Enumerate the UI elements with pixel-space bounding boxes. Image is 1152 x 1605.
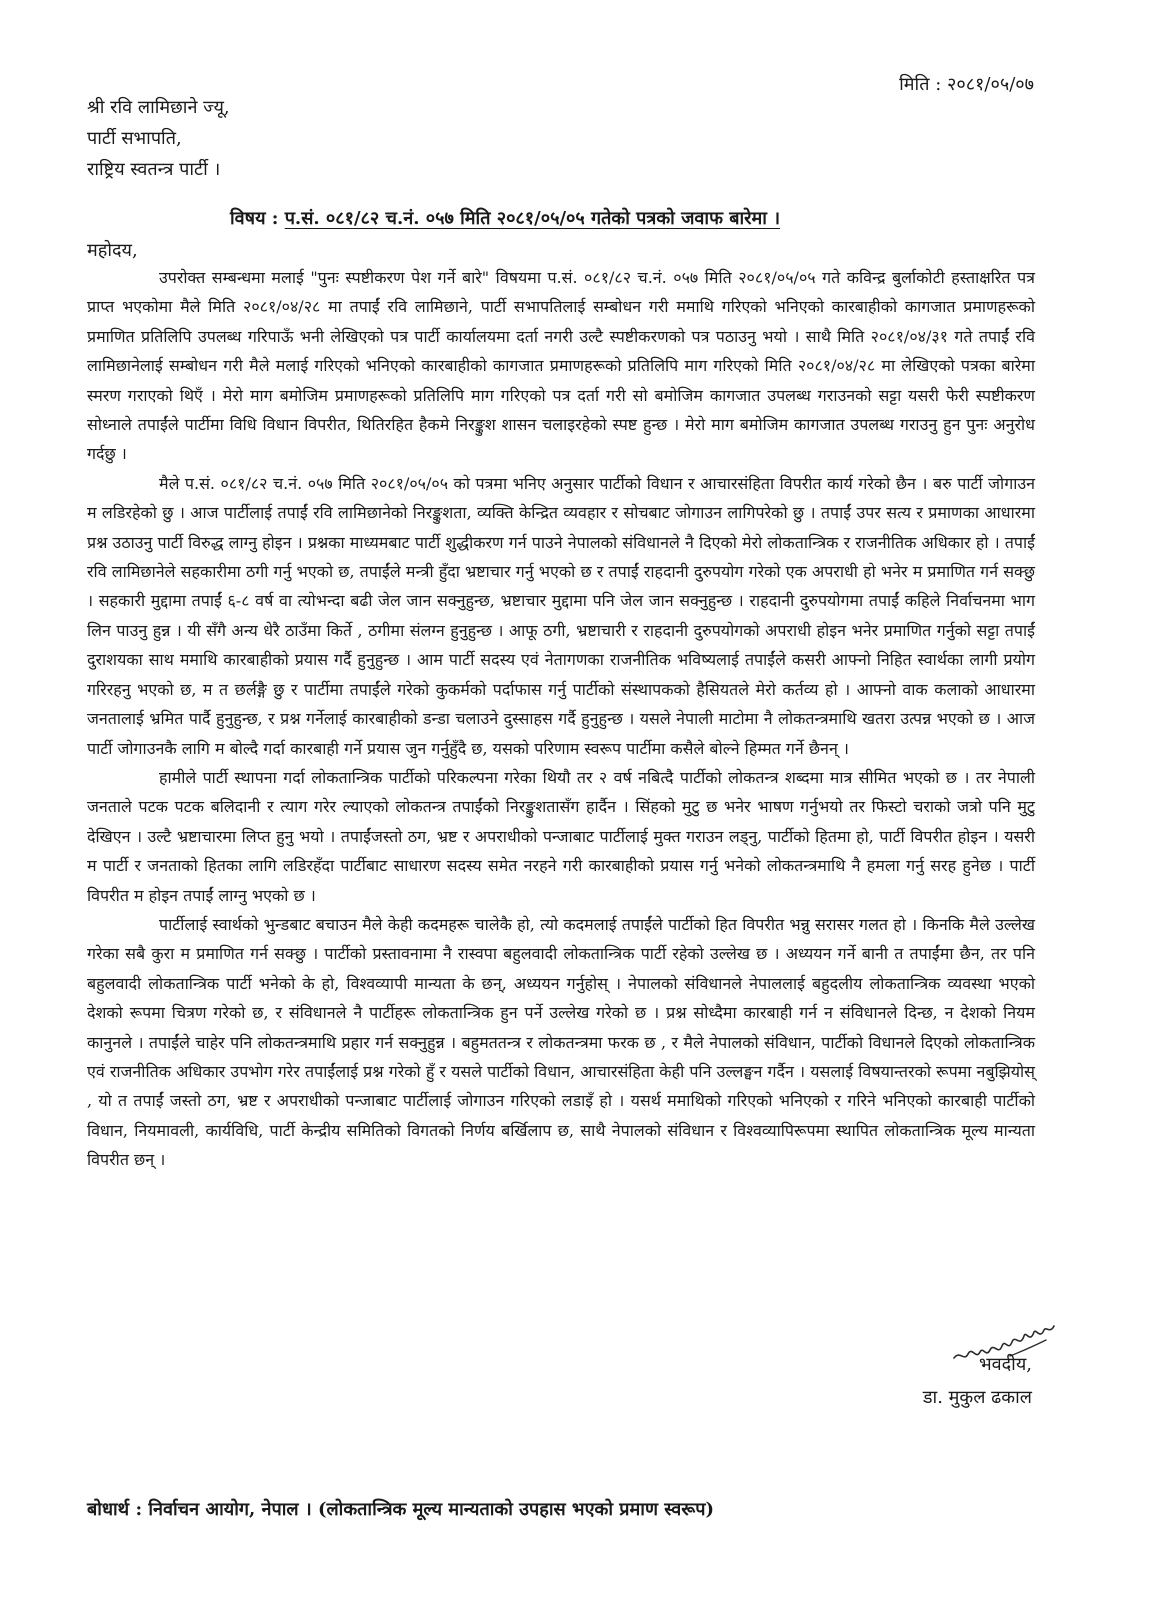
copy-to-note: बोधार्थ : निर्वाचन आयोग, नेपाल । (लोकतान्त्रिक मूल्य मान्यताको उपहास भएको प्रमाण स्वरूप) bbox=[87, 1499, 714, 1520]
body-paragraph-4: पार्टीलाई स्वार्थको भुन्डबाट बचाउन मैले केही कदमहरू चालेकै हो, त्यो कदमलाई तपाईंले पार्टीको हित विपरीत भन्नु सरासर गलत हो । किनकि मैले उल्लेख गरेका सबै कुरा म प्रमाणित गर्न सक्छु । पार्टीको प्रस्तावनामा नै रास्वपा बहुलवादी लोकतान्त्रिक पार्टी रहेको उल्लेख छ । अध्ययन गर्ने बानी त तपाईंमा छैन, तर पनि बहुलवादी लोकतान्त्रिक पार्टी भनेको के हो, विश्वव्यापी मान्यता के छन्, अध्ययन गर्नुहोस् । नेपालको संविधानले नेपाललाई बहुदलीय लोकतान्त्रिक व्यवस्था भएको देशको रूपमा चित्रण गरेको छ, र संविधानले नै पार्टीहरू लोकतान्त्रिक हुन पर्ने उल्लेख गरेको छ । प्रश्न सोध्दैमा कारबाही गर्न न संविधानले दिन्छ, न देशको नियम कानुनले । तपाईंले चाहेर पनि लोकतन्त्रमाथि प्रहार गर्न सक्नुहुन्न । बहुमततन्त्र र लोकतन्त्रमा फरक छ , र मैले नेपालको संविधान, पार्टीको विधानले दिएको लोकतान्त्रिक एवं राजनीतिक अधिकार उपभोग गरेर तपाईंलाई प्रश्न गरेको हुँ र यसले पार्टीको विधान, आचारसंहिता केही पनि उल्लङ्घन गर्दैन । यसलाई विषयान्तरको रूपमा नबुझियोस् , यो त तपाईं जस्तो ठग, भ्रष्ट र अपराधीको पन्जाबाट पार्टीलाई जोगाउन गरिएको लडाइँ हो । यसर्थ ममाथिको गरिएको भनिएको र गरिने भनिएको कारबाही पार्टीको विधान, नियमावली, कार्यविधि, पार्टी केन्द्रीय समितिको विगतको निर्णय बर्खिलाप छ, साथै नेपालको संविधान र विश्वव्यापिरूपमा स्थापित लोकतान्त्रिक मूल्य मान्यता विपरीत छन् । bbox=[87, 914, 1035, 1170]
subject-label: विषय : bbox=[230, 208, 285, 229]
body-paragraph-3: हामीले पार्टी स्थापना गर्दा लोकतान्त्रिक पार्टीको परिकल्पना गरेका थियौ तर २ वर्ष नबित्दै पार्टीको लोकतन्त्र शब्दमा मात्र सीमित भएको छ । तर नेपाली जनताले पटक पटक बलिदानी र त्याग गरेर ल्याएको लोकतन्त्र तपाईंको निरङ्कुशतासँग हार्दैन । सिंहको मुटु छ भनेर भाषण गर्नुभयो तर फिस्टो चराको जत्रो पनि मुटु देखिएन । उल्टै भ्रष्टाचारमा लिप्त हुनु भयो । तपाईंजस्तो ठग, भ्रष्ट र अपराधीको पन्जाबाट पार्टीलाई मुक्त गराउन लड्नु, पार्टीको हितमा हो, पार्टी विपरीत होइन । यसरी म पार्टी र जनताको हितका लागि लडिरहँदा पार्टीबाट साधारण सदस्य समेत नरहने गरी कारबाहीको प्रयास गर्नु भनेको लोकतन्त्रमाथि नै हमला गर्नु सरह हुनेछ । पार्टी विपरीत म होइन तपाईं लाग्नु भएको छ । bbox=[87, 767, 1035, 905]
closing-regards: भवदीय, bbox=[978, 1354, 1032, 1375]
body-paragraph-1: उपरोक्त सम्बन्धमा मलाई "पुनः स्पष्टीकरण पेश गर्ने बारे" विषयमा प.सं. ०८१/८२ च.नं. ०५७ मिति २०८१/०५/०५ गते कविन्द्र बुर्लाकोटी हस्ताक्षरित पत्र प्राप्त भएकोमा मैले मिति २०८१/०४/२८ मा तपाईं रवि लामिछाने, पार्टी सभापतिलाई सम्बोधन गरी ममाथि गरिएको भनिएको कारबाहीको कागजात प्रमाणहरूको प्रमाणित प्रतिलिपि उपलब्ध गरिपाऊँ भनी लेखिएको पत्र पार्टी कार्यालयमा दर्ता नगरी उल्टै स्पष्टीकरणको पत्र पठाउनु भयो । साथै मिति २०८१/०४/३१ गते तपाईं रवि लामिछानेलाई सम्बोधन गरी मैले मलाई गरिएको भनिएको कारबाहीको कागजात प्रमाणहरूको प्रतिलिपि माग गरिएको मिति २०८१/०४/२८ मा लेखिएको पत्रका बारेमा स्मरण गराएको थिएँ । मेरो माग बमोजिम प्रमाणहरूको प्रतिलिपि माग गरिएको पत्र दर्ता गरी सो बमोजिम कागजात उपलब्ध गराउनको सट्टा यसरी फेरी स्पष्टीकरण सोध्नाले तपाईंले पार्टीमा विधि विधान विपरीत, थितिरहित हैकमे निरङ्कुश शासन चलाइरहेको स्पष्ट हुन्छ । मेरो माग बमोजिम कागजात उपलब्ध गराउनु हुन पुनः अनुरोध गर्दछु । bbox=[87, 268, 1035, 464]
recipient-name: श्री रवि लामिछाने ज्यू, bbox=[87, 97, 230, 118]
recipient-block bbox=[87, 92, 230, 185]
recipient-organization: राष्ट्रिय स्वतन्त्र पार्टी । bbox=[87, 159, 221, 180]
subject-line bbox=[230, 206, 780, 230]
subject-text: प.सं. ०८१/८२ च.नं. ०५७ मिति २०८१/०५/०५ गतेको पत्रको जवाफ बारेमा । bbox=[284, 208, 781, 229]
recipient-title: पार्टी सभापति, bbox=[87, 128, 182, 149]
body-paragraph-2: मैले प.सं. ०८१/८२ च.नं. ०५७ मिति २०८१/०५/०५ को पत्रमा भनिए अनुसार पार्टीको विधान र आचारसंहिता विपरीत कार्य गरेको छैन । बरु पार्टी जोगाउन म लडिरहेको छु । आज पार्टीलाई तपाईं रवि लामिछानेको निरङ्कुशता, व्यक्ति केन्द्रित व्यवहार र सोचबाट जोगाउन लागिपरेको छु । तपाईं उपर सत्य र प्रमाणका आधारमा प्रश्न उठाउनु पार्टी विरुद्ध लाग्नु होइन । प्रश्नका माध्यमबाट पार्टी शुद्धीकरण गर्न पाउने नेपालको संविधानले नै दिएको मेरो लोकतान्त्रिक र राजनीतिक अधिकार हो । तपाईं रवि लामिछानेले सहकारीमा ठगी गर्नु भएको छ, तपाईंले मन्त्री हुँदा भ्रष्टाचार गर्नु भएको छ र तपाईं राहदानी दुरुपयोग गरेको एक अपराधी हो भनेर म प्रमाणित गर्न सक्छु । सहकारी मुद्दामा तपाईं ६-८ वर्ष वा त्योभन्दा बढी जेल जान सक्नुहुन्छ, भ्रष्टाचार मुद्दामा पनि जेल जान सक्नुहुन्छ । राहदानी दुरुपयोगमा तपाईं कहिले निर्वाचनमा भाग लिन पाउनु हुन्न । यी सँगै अन्य धेरै ठाउँमा किर्ते , ठगीमा संलग्न हुनुहुन्छ । आफू ठगी, भ्रष्टाचारी र राहदानी दुरुपयोगको अपराधी होइन भनेर प्रमाणित गर्नुको सट्टा तपाईं दुराशयका साथ ममाथि कारबाहीको प्रयास गर्दै हुनुहुन्छ । आम पार्टी सदस्य एवं नेतागणका राजनीतिक भविष्यलाई तपाईंले कसरी आफ्नो निहित स्वार्थका लागी प्रयोग गरिरहनु भएको छ, म त छर्लङ्गै छु र पार्टीमा तपाईंले गरेको कुकर्मको पर्दाफास गर्नु पार्टीको संस्थापकको हैसियतले मेरो कर्तव्य हो । आफ्नो वाक कलाको आधारमा जनतालाई भ्रमित पार्दै हुनुहुन्छ, र प्रश्न गर्नेलाई कारबाहीको डन्डा चलाउने दुस्साहस गर्दै हुनुहुन्छ । यसले नेपाली माटोमा नै लोकतन्त्रमाथि खतरा उत्पन्न भएको छ । आज पार्टी जोगाउनकै लागि म बोल्दै गर्दा कारबाही गर्ने प्रयास जुन गर्नुहुँदै छ, यसको परिणाम स्वरूप पार्टीमा कसैले बोल्ने हिम्मत गर्ने छैनन् । bbox=[87, 473, 1035, 758]
sender-name: डा. मुकुल ढकाल bbox=[922, 1387, 1032, 1408]
letter-body bbox=[87, 263, 1035, 1175]
salutation: महोदय, bbox=[87, 240, 138, 261]
letter-date: मिति : २०८१/०५/०७ bbox=[899, 74, 1034, 95]
closing-block bbox=[923, 1348, 1032, 1414]
